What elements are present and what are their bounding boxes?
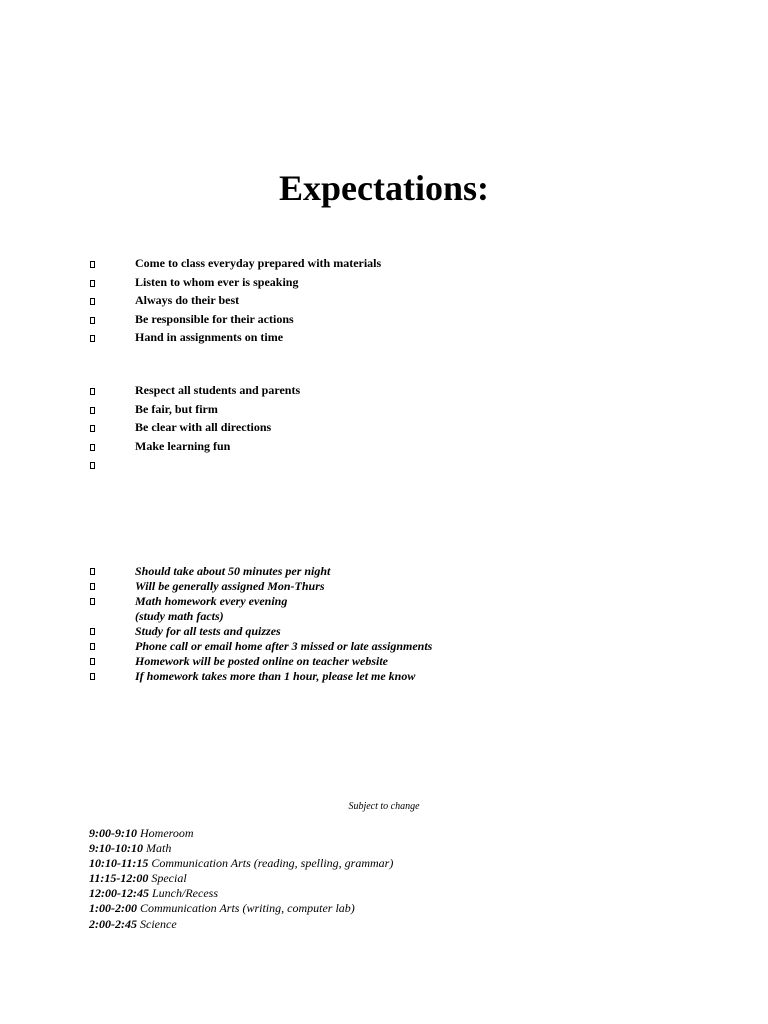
list-item: Respect all students and parents xyxy=(0,383,768,402)
square-bullet-icon xyxy=(90,583,95,590)
list-item: Be clear with all directions xyxy=(0,420,768,439)
list-item: Will be generally assigned Mon-Thurs xyxy=(0,579,768,594)
page-title: Expectations: xyxy=(279,168,489,208)
square-bullet-icon xyxy=(90,261,95,268)
list-item: Listen to whom ever is speaking xyxy=(0,275,768,294)
list-item: Math homework every evening (study math facts) xyxy=(0,594,768,624)
schedule-note: Subject to change xyxy=(348,801,420,812)
square-bullet-icon xyxy=(90,425,95,432)
teacher-expectations-list xyxy=(0,383,768,476)
square-bullet-icon xyxy=(90,407,95,414)
schedule-row: 1:00-2:00 Communication Arts (writing, computer lab) xyxy=(89,901,355,916)
square-bullet-icon xyxy=(90,643,95,650)
schedule-row: 2:00-2:45 Science xyxy=(89,916,177,931)
square-bullet-icon xyxy=(90,444,95,451)
square-bullet-icon xyxy=(90,388,95,395)
square-bullet-icon xyxy=(90,335,95,342)
square-bullet-icon xyxy=(90,568,95,575)
student-expectations-list xyxy=(0,256,768,349)
square-bullet-icon xyxy=(90,658,95,665)
list-item: Phone call or email home after 3 missed or late assignments xyxy=(0,639,768,654)
list-item: Always do their best xyxy=(0,293,768,312)
list-item: If homework takes more than 1 hour, please let me know xyxy=(0,669,768,684)
list-item xyxy=(0,457,768,476)
list-item: Study for all tests and quizzes xyxy=(0,624,768,639)
list-item: Hand in assignments on time xyxy=(0,330,768,349)
list-item: Be responsible for their actions xyxy=(0,312,768,331)
list-item: Homework will be posted online on teacher website xyxy=(0,654,768,669)
square-bullet-icon xyxy=(90,628,95,635)
schedule-row: 10:10-11:15 Communication Arts (reading, spelling, grammar) xyxy=(89,856,394,871)
square-bullet-icon xyxy=(90,462,95,469)
schedule-row: 11:15-12:00 Special xyxy=(89,871,187,886)
list-item: Come to class everyday prepared with materials xyxy=(0,256,768,275)
list-item: Should take about 50 minutes per night xyxy=(0,564,768,579)
schedule-row: 12:00-12:45 Lunch/Recess xyxy=(89,886,218,901)
square-bullet-icon xyxy=(90,280,95,287)
square-bullet-icon xyxy=(90,598,95,605)
square-bullet-icon xyxy=(90,673,95,680)
schedule-row: 9:00-9:10 Homeroom xyxy=(89,826,194,840)
list-item: Be fair, but firm xyxy=(0,402,768,421)
square-bullet-icon xyxy=(90,317,95,324)
square-bullet-icon xyxy=(90,298,95,305)
list-item: Make learning fun xyxy=(0,439,768,458)
daily-schedule xyxy=(89,826,393,932)
homework-list xyxy=(0,564,768,684)
schedule-row: 9:10-10:10 Math xyxy=(89,841,172,856)
